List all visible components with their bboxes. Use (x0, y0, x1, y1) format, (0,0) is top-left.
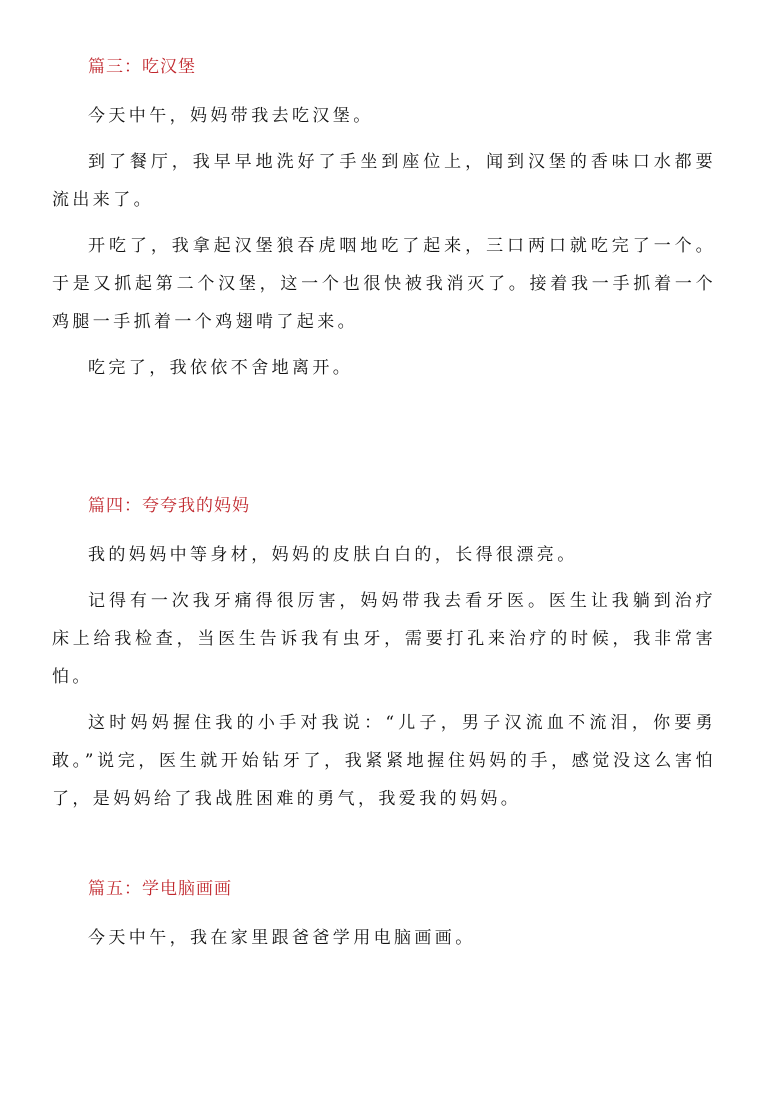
essay-title: 篇五：学电脑画画 (88, 879, 232, 899)
essay-paragraph: 到了餐厅，我早早地洗好了手坐到座位上，闻到汉堡的香味口水都要流出来了。 (52, 152, 716, 210)
essay-paragraph: 今天中午，妈妈带我去吃汉堡。 (88, 106, 374, 126)
essay-title: 篇三：吃汉堡 (88, 57, 196, 77)
essay-section-4 (52, 494, 716, 818)
essay-paragraph: 开吃了，我拿起汉堡狼吞虎咽地吃了起来，三口两口就吃完了一个。于是又抓起第二个汉堡，这一个也很快被我消灭了。接着我一手抓着一个鸡腿一手抓着一个鸡翅啃了起来。 (52, 236, 716, 332)
essay-section-5 (52, 877, 716, 957)
essay-paragraph: 这时妈妈握住我的小手对我说：“儿子，男子汉流血不流泪，你要勇敢。”说完，医生就开始钻牙了，我紧紧地握住妈妈的手，感觉没这么害怕了，是妈妈给了我战胜困难的勇气，我爱我的妈妈。 (52, 713, 716, 809)
essay-paragraph: 记得有一次我牙痛得很厉害，妈妈带我去看牙医。医生让我躺到治疗床上给我检查，当医生告诉我有虫牙，需要打孔来治疗的时候，我非常害怕。 (52, 591, 716, 687)
essay-paragraph: 我的妈妈中等身材，妈妈的皮肤白白的，长得很漂亮。 (88, 545, 578, 565)
essay-paragraph: 今天中午，我在家里跟爸爸学用电脑画画。 (88, 928, 476, 948)
essay-paragraph: 吃完了，我依依不舍地离开。 (88, 358, 354, 378)
essay-section-3 (52, 55, 716, 387)
essay-title: 篇四：夸夸我的妈妈 (88, 496, 250, 516)
